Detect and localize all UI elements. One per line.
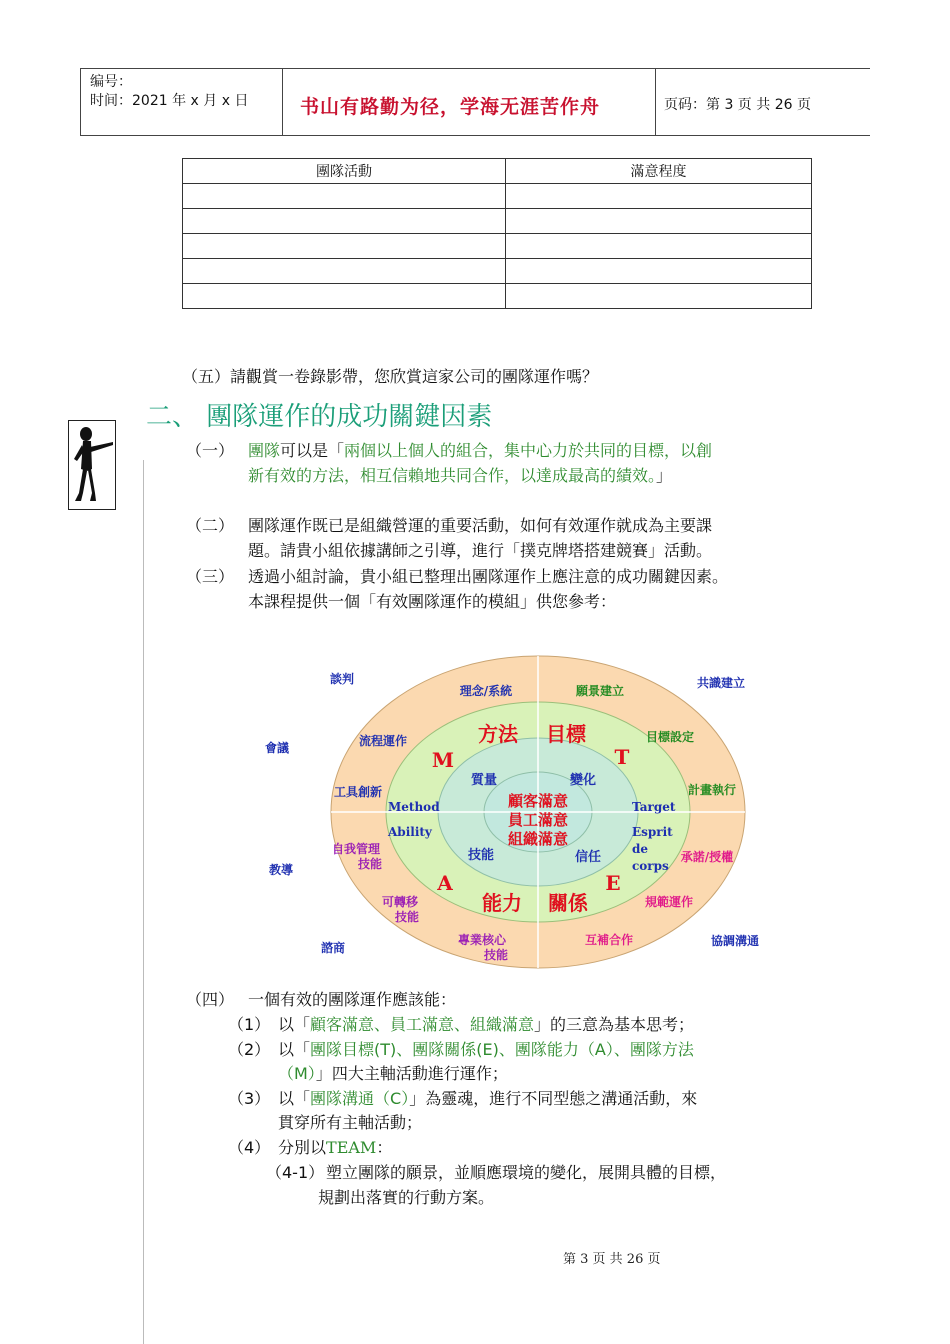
- table-header-satisfaction: 滿意程度: [506, 159, 812, 184]
- esprit-label: corps: [632, 859, 669, 873]
- middle-label-method: 方法: [478, 722, 518, 746]
- header-divider: [80, 68, 81, 136]
- center-label: 顧客滿意: [507, 792, 569, 810]
- page-number-label: 页码：第 3 页 共 26 页: [664, 97, 811, 113]
- item-three-line2: 本課程提供一個「有效團隊運作的模組」供您參考：: [248, 592, 617, 611]
- inner-label: 信任: [574, 850, 602, 865]
- middle-label-ability: 能力: [482, 891, 522, 915]
- ring-label: 技能: [394, 910, 420, 924]
- sub-four-one-line2: 規劃出落實的行動方案。: [318, 1188, 495, 1207]
- sub-four-one-line1: 塑立團隊的願景，並順應環境的變化，展開具體的目標，: [326, 1163, 727, 1182]
- ring-label: 承諾/授權: [680, 850, 734, 864]
- table-row: [183, 259, 812, 284]
- table-row: [183, 234, 812, 259]
- sub-one: 以「顧客滿意、員工滿意、組織滿意」的三意為基本思考；: [278, 1015, 695, 1034]
- header-divider: [655, 68, 656, 136]
- item-two-line2: 題。請貴小組依據講師之引導，進行「撲克牌塔搭建競賽」活動。: [248, 541, 713, 560]
- ring-label: 專業核心: [457, 933, 507, 947]
- sub-number: （2）: [228, 1040, 271, 1059]
- item-two-line1: 團隊運作既已是組織營運的重要活動，如何有效運作就成為主要課: [248, 516, 713, 535]
- team-model-diagram: [250, 650, 760, 980]
- table-cell: [506, 234, 812, 259]
- header-bottom-rule: [80, 135, 870, 136]
- doc-date-label: 时间：2021 年 x 月 x 日: [90, 93, 249, 109]
- center-label: 員工滿意: [507, 811, 569, 829]
- table-cell: [183, 284, 506, 309]
- ring-label: 自我管理: [331, 842, 381, 856]
- esprit-label: de: [632, 842, 649, 856]
- ring-label: 技能: [483, 948, 509, 962]
- letter-t: T: [614, 745, 630, 769]
- esprit-label: Esprit: [632, 825, 673, 839]
- outside-label: 教導: [268, 863, 294, 877]
- ring-label: 流程運作: [358, 734, 408, 748]
- question-five: （五）請觀賞一卷錄影帶，您欣賞這家公司的團隊運作嗎？: [182, 367, 599, 386]
- ring-label: 互補合作: [584, 933, 634, 947]
- table-header-activity: 團隊活動: [183, 159, 506, 184]
- ring-label: 計畫執行: [687, 783, 737, 797]
- outside-label: 談判: [329, 672, 355, 686]
- method-label: Method: [388, 800, 440, 814]
- item-four-text: 一個有效的團隊運作應該能：: [248, 990, 457, 1009]
- ring-label: 工具創新: [333, 785, 383, 799]
- table-cell: [506, 184, 812, 209]
- item-number: （二）: [186, 516, 235, 535]
- header-motto: 书山有路勤为径，学海无涯苦作舟: [300, 96, 601, 118]
- sub-number: （1）: [228, 1015, 271, 1034]
- outside-label: 諮商: [320, 941, 346, 955]
- table-cell: [506, 259, 812, 284]
- ring-label: 目標設定: [645, 730, 695, 744]
- sub-two-line2: （M）」四大主軸活動進行運作；: [278, 1064, 508, 1083]
- satisfaction-table: [182, 158, 812, 309]
- table-cell: [506, 284, 812, 309]
- ring-label: 可轉移: [381, 895, 419, 909]
- letter-m: M: [431, 748, 455, 772]
- sub-number: （4-1）: [266, 1163, 325, 1182]
- outside-label: 會議: [264, 741, 290, 755]
- table-cell: [183, 184, 506, 209]
- ring-label: 理念/系統: [459, 684, 513, 698]
- inner-label: 質量: [470, 773, 498, 788]
- page-footer: 第 3 页 共 26 页: [563, 1252, 661, 1267]
- sub-number: （3）: [228, 1089, 271, 1108]
- team-term: 團隊: [248, 441, 281, 460]
- header-divider: [282, 68, 283, 136]
- center-label: 組織滿意: [507, 830, 569, 848]
- table-row: [183, 284, 812, 309]
- target-label: Target: [632, 800, 676, 814]
- sub-two-line1: 以「團隊目標(T)、團隊關係(E)、團隊能力（A）、團隊方法: [278, 1040, 694, 1059]
- item-one-line2: 新有效的方法，相互信賴地共同合作，以達成最高的績效。」: [248, 466, 673, 485]
- letter-a: A: [437, 871, 453, 895]
- letter-e: E: [605, 871, 621, 895]
- table-cell: [183, 259, 506, 284]
- table-row: [183, 209, 812, 234]
- sub-number: （4）: [228, 1138, 271, 1157]
- table-cell: [183, 234, 506, 259]
- doc-code-label: 编号：: [90, 74, 132, 90]
- table-row: [183, 184, 812, 209]
- table-cell: [183, 209, 506, 234]
- section-heading: 二、 團隊運作的成功關鍵因素: [146, 402, 493, 432]
- sub-three-line2: 貫穿所有主軸活動；: [278, 1113, 423, 1132]
- ring-label: 規範運作: [644, 895, 694, 909]
- middle-label-target: 目標: [546, 722, 586, 746]
- outside-label: 共識建立: [696, 676, 746, 690]
- inner-label: 變化: [569, 773, 597, 788]
- sub-three-line1: 以「團隊溝通（C）」為靈魂，進行不同型態之溝通活動，來: [278, 1089, 698, 1108]
- pointing-man-icon: [68, 420, 116, 510]
- inner-label: 技能: [467, 848, 495, 863]
- sub-four: 分別以TEAM：: [278, 1138, 393, 1157]
- ring-label: 技能: [357, 857, 383, 871]
- ring-label: 願景建立: [575, 684, 625, 698]
- table-cell: [506, 209, 812, 234]
- item-one-line1: 團隊可以是「兩個以上個人的組合，集中心力於共同的目標，以創: [248, 441, 713, 460]
- outside-label: 協調溝通: [710, 934, 760, 948]
- item-three-line1: 透過小組討論，貴小組已整理出團隊運作上應注意的成功關鍵因素。: [248, 567, 729, 586]
- item-number: （一）: [186, 441, 235, 460]
- ability-label: Ability: [388, 825, 432, 839]
- item-number: （三）: [186, 567, 235, 586]
- middle-label-esprit: 關係: [548, 891, 588, 915]
- header-top-rule: [80, 68, 870, 69]
- item-number: （四）: [186, 990, 235, 1009]
- margin-rule: [143, 460, 144, 1344]
